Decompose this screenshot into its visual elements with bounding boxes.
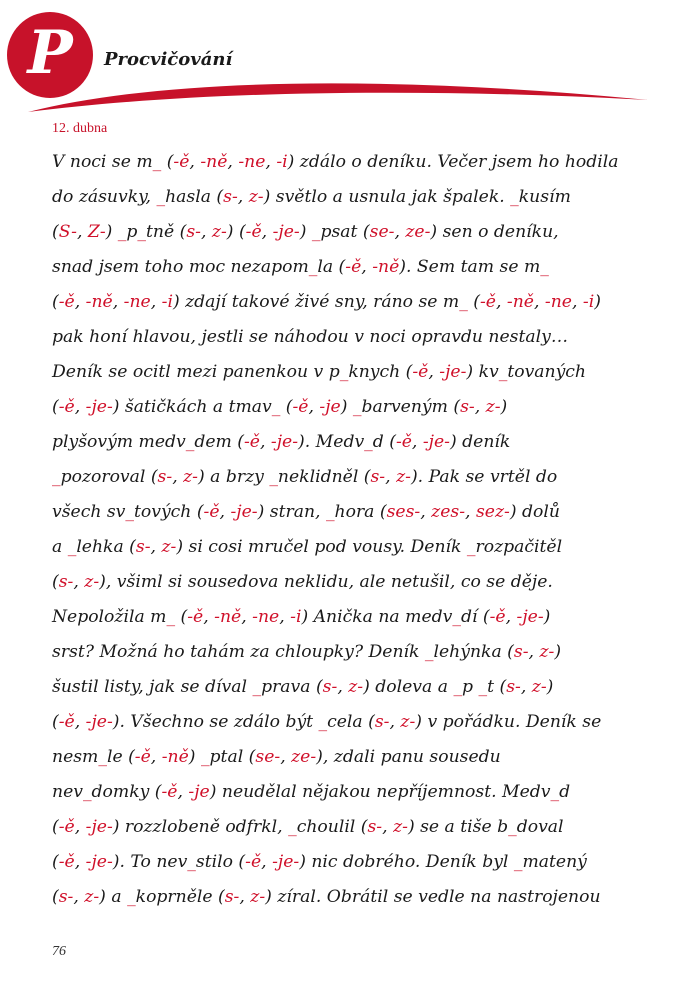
exercise-line xyxy=(52,285,656,320)
fill-in-hint: _ xyxy=(452,607,461,627)
exercise-text-segment: ( xyxy=(52,222,59,242)
exercise-text-segment: , xyxy=(533,292,545,312)
exercise-text-segment: ) xyxy=(340,397,353,417)
fill-in-hint: -ně xyxy=(506,292,534,312)
fill-in-hint: _ xyxy=(152,152,162,172)
section-title: Procvičování xyxy=(104,49,233,70)
exercise-text-segment: , xyxy=(200,222,212,242)
fill-in-hint: _ xyxy=(424,642,434,662)
exercise-text-segment: šustil listy, jak se díval xyxy=(52,677,253,697)
fill-in-hint: -ě xyxy=(345,257,362,277)
fill-in-hint: -je- xyxy=(272,852,300,872)
exercise-text-segment: tovaných xyxy=(507,362,586,382)
fill-in-hint: _ xyxy=(459,292,468,312)
exercise-text-segment: ) Anička na medv xyxy=(301,607,453,627)
fill-in-hint: -ě xyxy=(245,852,262,872)
exercise-text-segment: ) xyxy=(299,222,312,242)
exercise-text-segment: , xyxy=(428,362,440,382)
fill-in-hint: _ xyxy=(325,502,335,522)
exercise-text-segment: , xyxy=(528,642,540,662)
fill-in-hint: ses- xyxy=(386,502,421,522)
section-logo-letter: P xyxy=(27,18,73,88)
exercise-line xyxy=(52,460,656,495)
fill-in-hint: s- xyxy=(370,467,386,487)
fill-in-hint: -ne xyxy=(252,607,280,627)
fill-in-hint: S- xyxy=(58,222,77,242)
fill-in-hint: -ě xyxy=(187,607,204,627)
exercise-text-segment: , xyxy=(74,292,86,312)
exercise-text-segment: ) xyxy=(105,222,118,242)
fill-in-hint: s- xyxy=(157,467,173,487)
exercise-text-segment: d xyxy=(559,782,571,802)
exercise-text-segment: barveným ( xyxy=(361,397,461,417)
fill-in-hint: zes- xyxy=(431,502,466,522)
exercise-text-segment: , xyxy=(520,677,532,697)
exercise-text-segment: koprněle ( xyxy=(135,887,225,907)
exercise-text-segment: ( xyxy=(467,292,480,312)
exercise-text-segment: ( xyxy=(280,397,293,417)
fill-in-hint: z- xyxy=(211,222,227,242)
exercise-text-segment: , xyxy=(385,467,397,487)
fill-in-hint: -ně xyxy=(372,257,400,277)
exercise-text-segment: ) neudělal nějakou nepříjemnost. Medv xyxy=(209,782,551,802)
fill-in-hint: -ě xyxy=(134,747,151,767)
exercise-text-segment: , xyxy=(411,432,423,452)
fill-in-hint: _ xyxy=(513,852,523,872)
fill-in-hint: _ xyxy=(125,502,134,522)
fill-in-hint: z- xyxy=(250,887,266,907)
fill-in-hint: s- xyxy=(374,712,390,732)
exercise-text-segment: psat ( xyxy=(320,222,370,242)
exercise-text-segment: ) sen o deníku, xyxy=(430,222,559,242)
exercise-text-segment: ), všiml si sousedova neklidu, ale netušil, co se děje. xyxy=(99,572,553,592)
exercise-text-segment: rozpačitěl xyxy=(475,537,563,557)
exercise-text-segment: ), zdali panu sousedu xyxy=(316,747,501,767)
fill-in-hint: z- xyxy=(531,677,547,697)
fill-in-hint: -je- xyxy=(439,362,467,382)
exercise-text-segment: , xyxy=(571,292,583,312)
exercise-text-segment: snad jsem toho moc nezapom xyxy=(52,257,309,277)
page-number: 76 xyxy=(52,944,66,959)
fill-in-hint: _ xyxy=(339,362,349,382)
exercise-text-segment: ) xyxy=(554,642,562,662)
exercise-line xyxy=(52,565,656,600)
fill-in-hint: -je- xyxy=(85,712,113,732)
exercise-line xyxy=(52,845,656,880)
fill-in-hint: _ xyxy=(510,187,519,207)
fill-in-hint: _ xyxy=(364,432,373,452)
exercise-text-segment: ). To nev xyxy=(112,852,188,872)
exercise-text-segment: do zásuvky, xyxy=(52,187,157,207)
fill-in-hint: s- xyxy=(367,817,383,837)
exercise-text-segment: kusím xyxy=(518,187,571,207)
exercise-line xyxy=(52,705,656,740)
fill-in-hint: z- xyxy=(248,187,264,207)
exercise-line xyxy=(52,425,656,460)
exercise-text-segment: , xyxy=(394,222,406,242)
fill-in-hint: s- xyxy=(223,187,238,207)
exercise-text-segment: cela ( xyxy=(327,712,375,732)
exercise-text-segment: , xyxy=(259,432,271,452)
fill-in-hint: s- xyxy=(506,677,521,697)
exercise-text-segment: ( xyxy=(52,852,59,872)
fill-in-hint: -ně xyxy=(214,607,242,627)
exercise-text-segment: ptal ( xyxy=(209,747,256,767)
fill-in-hint: -ne xyxy=(544,292,572,312)
fill-in-hint: -ě xyxy=(203,502,220,522)
exercise-text-segment: , xyxy=(308,397,320,417)
exercise-text-segment: ) světlo a usnula jak špalek. xyxy=(263,187,511,207)
fill-in-hint: _ xyxy=(269,467,278,487)
exercise-text-segment: , xyxy=(265,152,277,172)
fill-in-hint: _ xyxy=(52,467,61,487)
fill-in-hint: z- xyxy=(348,677,364,697)
fill-in-hint: -ne xyxy=(238,152,266,172)
fill-in-hint: _ xyxy=(82,782,92,802)
section-logo-badge xyxy=(7,12,93,98)
exercise-text-segment: choulil ( xyxy=(296,817,368,837)
exercise-text-segment: , xyxy=(74,817,86,837)
exercise-text-segment: lehka ( xyxy=(76,537,136,557)
exercise-text-segment: p xyxy=(462,677,479,697)
fill-in-hint: -ne xyxy=(123,292,151,312)
fill-in-hint: -je- xyxy=(85,817,113,837)
exercise-text-segment: doval xyxy=(516,817,564,837)
exercise-text-segment: ( xyxy=(52,817,59,837)
exercise-text-segment: , xyxy=(280,747,292,767)
fill-in-hint: -je- xyxy=(272,222,300,242)
exercise-text-segment: ) zdají takové živé sny, ráno se m xyxy=(172,292,460,312)
exercise-line xyxy=(52,250,656,285)
fill-in-hint: -ně xyxy=(200,152,228,172)
exercise-line xyxy=(52,530,656,565)
exercise-text-segment: , xyxy=(465,502,476,522)
exercise-text-segment: , xyxy=(337,677,349,697)
exercise-text-segment: , xyxy=(279,607,291,627)
fill-in-hint: s- xyxy=(186,222,201,242)
fill-in-hint: s- xyxy=(58,887,74,907)
exercise-text-segment: domky ( xyxy=(91,782,162,802)
fill-in-hint: _ xyxy=(318,712,328,732)
fill-in-hint: -ě xyxy=(58,292,75,312)
fill-in-hint: _ xyxy=(271,397,281,417)
exercise-text-segment: , xyxy=(76,222,88,242)
fill-in-hint: -ě xyxy=(58,712,75,732)
exercise-line xyxy=(52,740,656,775)
fill-in-hint: z- xyxy=(183,467,198,487)
fill-in-hint: z- xyxy=(485,397,501,417)
fill-in-hint: -ě xyxy=(292,397,309,417)
fill-in-hint: _ xyxy=(478,677,488,697)
exercise-text-segment: , xyxy=(219,502,231,522)
fill-in-hint: _ xyxy=(185,432,195,452)
fill-in-hint: _ xyxy=(187,852,196,872)
fill-in-hint: _ xyxy=(352,397,362,417)
exercise-text-segment: stilo ( xyxy=(195,852,246,872)
exercise-text-segment: , xyxy=(74,397,86,417)
fill-in-hint: _ xyxy=(200,747,210,767)
exercise-text-segment: dí ( xyxy=(460,607,490,627)
exercise-text-segment: hasla ( xyxy=(165,187,224,207)
exercise-text-segment: pozoroval ( xyxy=(60,467,158,487)
exercise-line xyxy=(52,810,656,845)
exercise-text-segment: , xyxy=(189,152,201,172)
fill-in-hint: _ xyxy=(540,257,549,277)
fill-in-hint: -ě xyxy=(479,292,496,312)
fill-in-hint: -ě xyxy=(58,397,75,417)
fill-in-hint: _ xyxy=(508,817,517,837)
fill-in-hint: _ xyxy=(117,222,127,242)
fill-in-hint: -ě xyxy=(489,607,506,627)
fill-in-hint: -je xyxy=(188,782,210,802)
fill-in-hint: -i xyxy=(582,292,595,312)
fill-in-hint: z- xyxy=(161,537,177,557)
fill-in-hint: -ě xyxy=(58,852,75,872)
fill-in-hint: s- xyxy=(58,572,74,592)
exercise-text-segment: Nepoložila m xyxy=(52,607,167,627)
exercise-line xyxy=(52,355,656,390)
exercise-text-segment: neklidněl ( xyxy=(277,467,371,487)
exercise-text-segment: ) xyxy=(188,747,201,767)
exercise-text-segment: , xyxy=(495,292,507,312)
fill-in-hint: _ xyxy=(288,817,297,837)
fill-in-hint: -ně xyxy=(161,747,189,767)
fill-in-hint: -je- xyxy=(85,397,113,417)
fill-in-hint: _ xyxy=(550,782,560,802)
exercise-text-segment: , xyxy=(172,467,184,487)
exercise-text-segment: , xyxy=(261,852,273,872)
exercise-text-segment: ( xyxy=(52,887,59,907)
fill-in-hint: _ xyxy=(453,677,463,697)
exercise-text-segment: , xyxy=(239,887,251,907)
exercise-text-segment: , xyxy=(150,292,162,312)
fill-in-hint: _ xyxy=(498,362,508,382)
exercise-text-segment: , xyxy=(150,537,162,557)
exercise-text-segment: ). Sem tam se m xyxy=(399,257,541,277)
exercise-text-segment: ( xyxy=(52,712,59,732)
exercise-text-segment: ) zdálo o deníku. Večer jsem ho hodila xyxy=(287,152,619,172)
exercise-text-segment: ) stran, xyxy=(257,502,326,522)
exercise-text-segment: , xyxy=(361,257,373,277)
fill-in-hint: _ xyxy=(156,187,166,207)
exercise-text-segment: , xyxy=(177,782,189,802)
exercise-text-segment: ) v pořádku. Deník se xyxy=(415,712,602,732)
exercise-text-segment: ( xyxy=(161,152,174,172)
exercise-text-segment: ) šatičkách a tmav xyxy=(112,397,272,417)
exercise-text-segment: ). Medv xyxy=(298,432,365,452)
exercise-text-segment: nev xyxy=(52,782,83,802)
fill-in-hint: _ xyxy=(98,747,107,767)
fill-in-hint: -i xyxy=(161,292,173,312)
exercise-text-segment: ) dolů xyxy=(509,502,560,522)
exercise-text-segment: , xyxy=(74,852,86,872)
exercise-line xyxy=(52,390,656,425)
exercise-text-segment: ) xyxy=(594,292,601,312)
exercise-line xyxy=(52,670,656,705)
exercise-line xyxy=(52,320,656,355)
fill-in-hint: -ě xyxy=(161,782,178,802)
fill-in-hint: se- xyxy=(255,747,281,767)
exercise-text-segment: V noci se m xyxy=(52,152,153,172)
exercise-line xyxy=(52,600,656,635)
exercise-text-segment: ) deník xyxy=(449,432,511,452)
exercise-text-segment: ). Pak se vrtěl do xyxy=(410,467,558,487)
fill-in-hint: _ xyxy=(466,537,476,557)
fill-in-hint: -ě xyxy=(244,432,260,452)
exercise-text-segment: tových ( xyxy=(134,502,204,522)
fill-in-hint: _ xyxy=(252,677,262,697)
exercise-line xyxy=(52,180,656,215)
exercise-text-segment: , xyxy=(237,187,249,207)
fill-in-hint: s- xyxy=(513,642,529,662)
exercise-line xyxy=(52,635,656,670)
exercise-text xyxy=(52,145,656,915)
exercise-text-segment: la ( xyxy=(317,257,346,277)
fill-in-hint: _ xyxy=(308,257,318,277)
exercise-text-segment: ) ( xyxy=(226,222,246,242)
exercise-text-segment: , xyxy=(241,607,253,627)
exercise-text-segment: d ( xyxy=(372,432,396,452)
exercise-text-segment: , xyxy=(389,712,401,732)
fill-in-hint: ze- xyxy=(405,222,431,242)
fill-in-hint: -ně xyxy=(85,292,113,312)
fill-in-hint: -ě xyxy=(245,222,262,242)
exercise-text-segment: ). Všechno se zdálo být xyxy=(112,712,319,732)
exercise-text-segment: nesm xyxy=(52,747,99,767)
exercise-text-segment: prava ( xyxy=(261,677,323,697)
exercise-text-segment: ) a brzy xyxy=(198,467,270,487)
exercise-text-segment: ) nic dobrého. Deník byl xyxy=(299,852,514,872)
fill-in-hint: s- xyxy=(224,887,240,907)
exercise-text-segment: tně ( xyxy=(146,222,187,242)
fill-in-hint: _ xyxy=(166,607,176,627)
exercise-text-segment: knych ( xyxy=(348,362,413,382)
exercise-text-segment: ) xyxy=(500,397,508,417)
fill-in-hint: -je- xyxy=(230,502,258,522)
exercise-line xyxy=(52,880,656,915)
exercise-text-segment: hora ( xyxy=(334,502,387,522)
exercise-text-segment: , xyxy=(505,607,517,627)
fill-in-hint: -je- xyxy=(422,432,450,452)
exercise-text-segment: , xyxy=(112,292,124,312)
fill-in-hint: _ xyxy=(127,887,136,907)
fill-in-hint: ze- xyxy=(291,747,317,767)
exercise-text-segment: ( xyxy=(52,572,59,592)
fill-in-hint: _ xyxy=(311,222,321,242)
fill-in-hint: _ xyxy=(67,537,77,557)
exercise-text-segment: , xyxy=(73,572,85,592)
fill-in-hint: z- xyxy=(84,572,100,592)
fill-in-hint: z- xyxy=(539,642,555,662)
exercise-text-segment: matený xyxy=(522,852,587,872)
fill-in-hint: _ xyxy=(137,222,146,242)
exercise-text-segment: le ( xyxy=(106,747,135,767)
exercise-text-segment: ( xyxy=(52,397,59,417)
entry-date: 12. dubna xyxy=(52,121,108,136)
exercise-text-segment: , xyxy=(74,712,86,732)
exercise-text-segment: a xyxy=(52,537,68,557)
exercise-text-segment: ) rozzlobeně odfrkl, xyxy=(112,817,289,837)
exercise-text-segment: , xyxy=(150,747,162,767)
fill-in-hint: s- xyxy=(135,537,151,557)
exercise-line xyxy=(52,215,656,250)
exercise-text-segment: plyšovým medv xyxy=(52,432,186,452)
exercise-text-segment: ) zíral. Obrátil se vedle na nastrojenou xyxy=(265,887,601,907)
fill-in-hint: z- xyxy=(84,887,100,907)
exercise-text-segment: lehýnka ( xyxy=(433,642,514,662)
exercise-text-segment: t ( xyxy=(487,677,507,697)
fill-in-hint: -ě xyxy=(395,432,412,452)
exercise-text-segment: , xyxy=(474,397,486,417)
fill-in-hint: -je xyxy=(319,397,341,417)
exercise-text-segment: ( xyxy=(175,607,188,627)
fill-in-hint: sez- xyxy=(475,502,510,522)
fill-in-hint: -ě xyxy=(412,362,429,382)
exercise-text-segment: , xyxy=(420,502,432,522)
exercise-line xyxy=(52,495,656,530)
fill-in-hint: -i xyxy=(290,607,302,627)
fill-in-hint: -je- xyxy=(516,607,544,627)
page-header xyxy=(0,0,700,120)
fill-in-hint: s- xyxy=(460,397,475,417)
exercise-text-segment: ) xyxy=(546,677,554,697)
exercise-text-segment: Deník se ocitl mezi panenkou v p xyxy=(52,362,340,382)
exercise-line xyxy=(52,775,656,810)
exercise-text-segment: srst? Možná ho tahám za chloupky? Deník xyxy=(52,642,425,662)
fill-in-hint: s- xyxy=(322,677,338,697)
fill-in-hint: z- xyxy=(396,467,411,487)
fill-in-hint: z- xyxy=(400,712,416,732)
exercise-text-segment: pak honí hlavou, jestli se náhodou v noci opravdu nestaly… xyxy=(52,327,569,347)
exercise-text-segment: p xyxy=(126,222,138,242)
exercise-text-segment: ) se a tiše b xyxy=(407,817,509,837)
fill-in-hint: -je- xyxy=(85,852,113,872)
fill-in-hint: -i xyxy=(276,152,288,172)
exercise-text-segment: všech sv xyxy=(52,502,126,522)
exercise-text-segment: ) si cosi mručel pod vousy. Deník xyxy=(176,537,467,557)
exercise-text-segment: dem ( xyxy=(194,432,244,452)
exercise-text-segment: ) doleva a xyxy=(363,677,454,697)
exercise-text-segment: , xyxy=(261,222,273,242)
fill-in-hint: se- xyxy=(369,222,395,242)
exercise-text-segment: , xyxy=(73,887,85,907)
exercise-text-segment: , xyxy=(227,152,239,172)
exercise-line xyxy=(52,145,656,180)
fill-in-hint: z- xyxy=(393,817,408,837)
fill-in-hint: -ě xyxy=(58,817,75,837)
fill-in-hint: Z- xyxy=(87,222,106,242)
exercise-text-segment: ) xyxy=(543,607,551,627)
exercise-text-segment: ( xyxy=(52,292,59,312)
fill-in-hint: -ě xyxy=(173,152,190,172)
exercise-text-segment: , xyxy=(203,607,215,627)
fill-in-hint: -je- xyxy=(270,432,299,452)
exercise-text-segment: ) a xyxy=(99,887,128,907)
exercise-text-segment: , xyxy=(382,817,394,837)
exercise-text-segment: ) kv xyxy=(466,362,499,382)
